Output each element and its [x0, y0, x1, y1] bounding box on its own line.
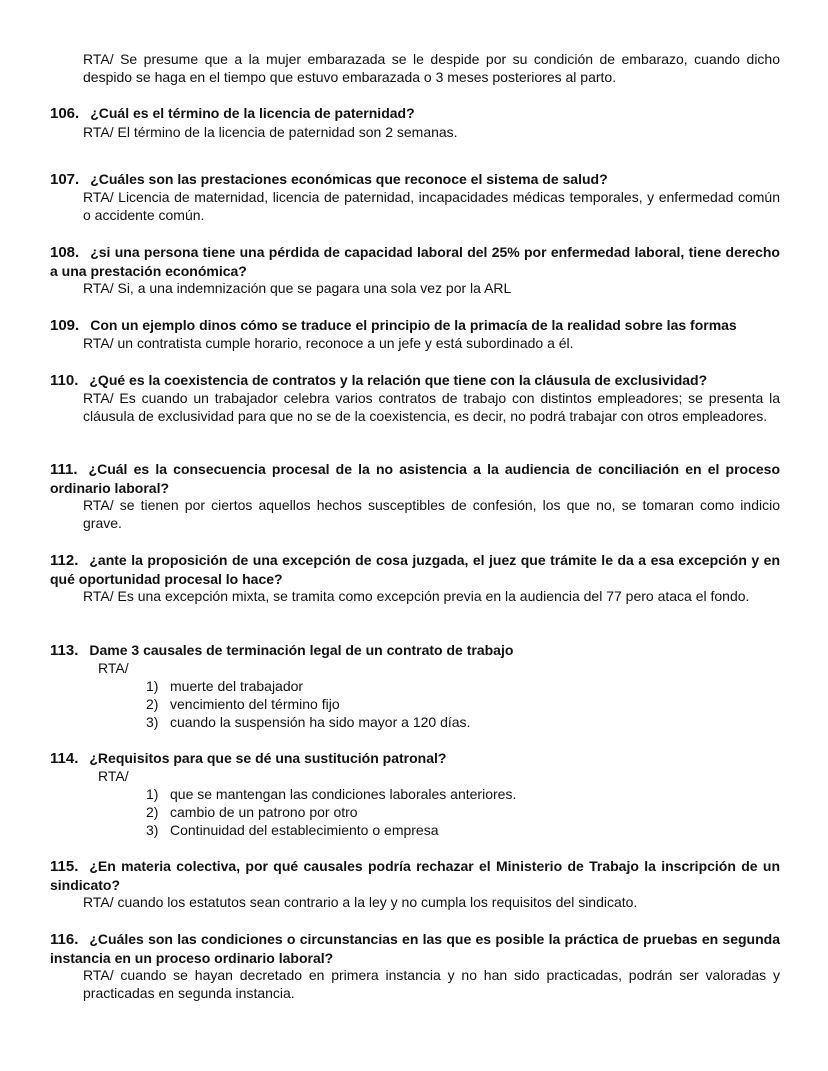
question-text: ¿si una persona tiene una pérdida de capacidad laboral del 25% por enfermedad laboral, tiene derecho a una prestación económica?	[50, 244, 780, 279]
answer-116: RTA/ cuando se hayan decretado en primera instancia y no han sido practicadas, podrán ser valoradas y practicadas en segunda instancia.	[83, 967, 780, 1001]
list-item	[146, 803, 358, 821]
answer-109: RTA/ un contratista cumple horario, reconoce a un jefe y está subordinado a él.	[83, 335, 574, 351]
answer-113: RTA/	[98, 660, 129, 676]
answer-111: RTA/ se tienen por ciertos aquellos hechos susceptibles de confesión, los que no, se tomaran como indicio grave.	[83, 497, 780, 531]
question-107	[50, 170, 780, 189]
question-text: ¿Cuáles son las condiciones o circunstancias en las que es posible la práctica de pruebas en segunda instancia en un proceso ordinario laboral?	[50, 931, 780, 966]
list-number: 2)	[146, 804, 159, 820]
list-text: vencimiento del término fijo	[170, 696, 340, 712]
answer-115: RTA/ cuando los estatutos sean contrario a la ley y no cumpla los requisitos del sindicato.	[83, 894, 638, 910]
answer-110: RTA/ Es cuando un trabajador celebra varios contratos de trabajo con distintos empleadores; se presenta la cláusula de exclusividad para que no se de la coexistencia, es decir, no podrá trabajar con otros empleadores.	[83, 390, 780, 424]
list-text: que se mantengan las condiciones laborales anteriores.	[170, 786, 517, 802]
answer-106: RTA/ El término de la licencia de paternidad son 2 semanas.	[83, 124, 458, 140]
question-number: 107.	[50, 171, 80, 188]
answer-108: RTA/ Si, a una indemnización que se pagara una sola vez por la ARL	[83, 280, 512, 296]
question-106	[50, 104, 780, 123]
question-text: ¿ante la proposición de una excepción de cosa juzgada, el juez que trámite le da a esa excepción y en qué oportunidad procesal lo hace?	[50, 552, 780, 587]
question-text: ¿Requisitos para que se dé una sustitución patronal?	[89, 750, 447, 766]
question-number: 112.	[50, 552, 79, 569]
list-item	[146, 695, 340, 713]
list-text: cuando la suspensión ha sido mayor a 120 días.	[170, 714, 471, 730]
question-number: 110.	[50, 372, 79, 389]
question-113	[50, 641, 780, 660]
answer-107: RTA/ Licencia de maternidad, licencia de paternidad, incapacidades médicas temporales, y enfermedad común o accidente común.	[83, 189, 780, 223]
question-number: 113.	[50, 642, 79, 659]
question-text: ¿Cuál es la consecuencia procesal de la no asistencia a la audiencia de conciliación en el proceso ordinario laboral?	[50, 461, 780, 496]
list-text: cambio de un patrono por otro	[170, 804, 358, 820]
question-number: 114.	[50, 750, 79, 767]
list-number: 3)	[146, 714, 159, 730]
question-text: Con un ejemplo dinos cómo se traduce el principio de la primacía de la realidad sobre las formas	[90, 317, 737, 333]
list-number: 1)	[146, 786, 159, 802]
question-number: 109.	[50, 317, 80, 334]
question-text: Dame 3 causales de terminación legal de un contrato de trabajo	[89, 642, 514, 658]
question-number: 115.	[50, 858, 79, 875]
list-text: muerte del trabajador	[170, 678, 304, 694]
list-item	[146, 821, 439, 839]
answer-112: RTA/ Es una excepción mixta, se tramita como excepción previa en la audiencia del 77 pero ataca el fondo.	[83, 588, 750, 604]
question-number: 111.	[50, 461, 78, 478]
list-text: Continuidad del establecimiento o empresa	[170, 822, 439, 838]
list-item	[146, 677, 303, 695]
question-number: 108.	[50, 244, 80, 261]
question-116	[50, 930, 780, 967]
question-text: ¿Cuál es el término de la licencia de paternidad?	[90, 105, 415, 121]
question-text: ¿Qué es la coexistencia de contratos y la relación que tiene con la cláusula de exclusividad?	[89, 372, 708, 388]
question-number: 106.	[50, 105, 80, 122]
question-text: ¿En materia colectiva, por qué causales podría rechazar el Ministerio de Trabajo la inscripción de un sindicato?	[50, 858, 780, 893]
question-111	[50, 460, 780, 497]
list-number: 2)	[146, 696, 159, 712]
list-item	[146, 785, 516, 803]
question-number: 116.	[50, 931, 79, 948]
question-109	[50, 316, 780, 335]
question-110	[50, 371, 780, 390]
question-115	[50, 857, 780, 894]
question-114	[50, 749, 780, 768]
question-text: ¿Cuáles son las prestaciones económicas que reconoce el sistema de salud?	[90, 171, 608, 187]
list-item	[146, 713, 470, 731]
list-number: 1)	[146, 678, 159, 694]
answer-114: RTA/	[98, 768, 129, 784]
intro-answer: RTA/ Se presume que a la mujer embarazada se le despide por su condición de embarazo, cuando dicho despido se haga en el tiempo que estuvo embarazada o 3 meses posteriores al parto.	[83, 51, 780, 85]
question-108	[50, 243, 780, 280]
list-number: 3)	[146, 822, 159, 838]
question-112	[50, 551, 780, 588]
